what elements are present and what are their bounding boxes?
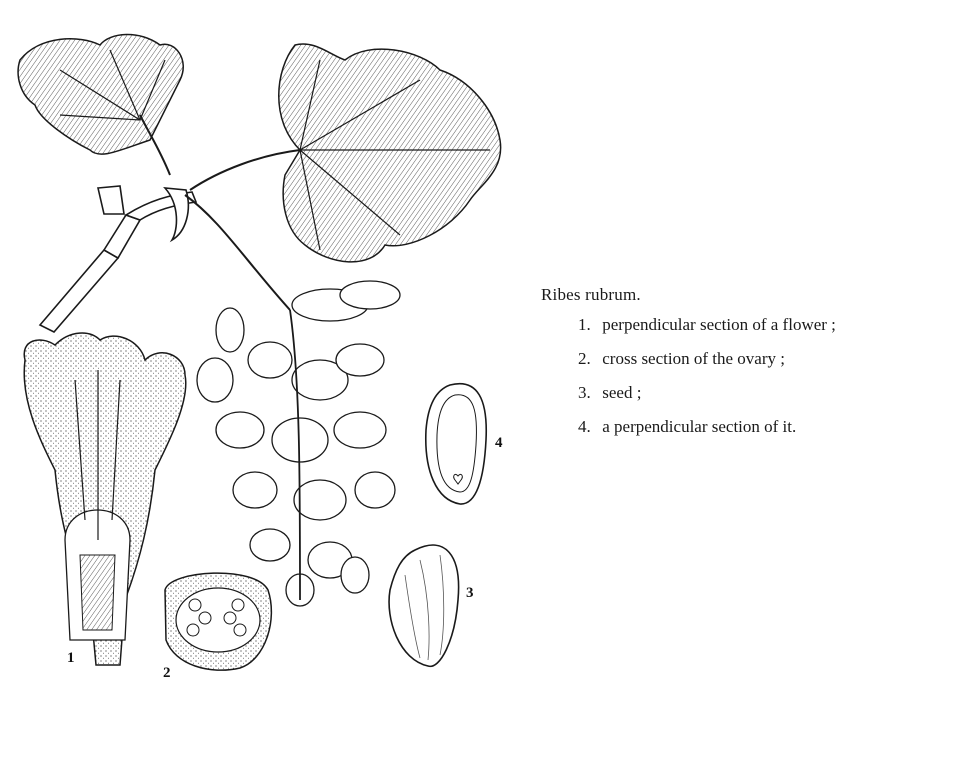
flower-raceme [197,281,400,606]
caption-item-text: a perpendicular section of it. [602,417,797,436]
caption-item [578,417,951,437]
leaf-upper-right [279,44,501,262]
caption-item-number: 4. [578,417,591,436]
figure-4-seed-section [426,384,486,504]
caption-item-text: perpendicular section of a flower ; [602,315,836,334]
figure-1-flower-section [24,333,186,665]
caption-item [578,315,951,335]
figure-3-seed [389,545,459,666]
stems [140,115,300,310]
caption-list [541,315,951,437]
figure-label-2: 2 [163,665,171,681]
branch [40,186,196,332]
leaf-upper-left [18,34,183,154]
caption-item-text: cross section of the ovary ; [602,349,785,368]
caption [541,285,951,451]
figure-label-4: 4 [495,435,503,451]
caption-item-number: 3. [578,383,591,402]
caption-item [578,383,951,403]
figure-label-1: 1 [67,650,75,666]
caption-title: Ribes rubrum. [541,285,641,304]
caption-item-number: 2. [578,349,591,368]
caption-item-number: 1. [578,315,591,334]
caption-item-text: seed ; [602,383,642,402]
figure-2-ovary-section [165,573,271,670]
caption-item [578,349,951,369]
figure-label-3: 3 [466,585,474,601]
